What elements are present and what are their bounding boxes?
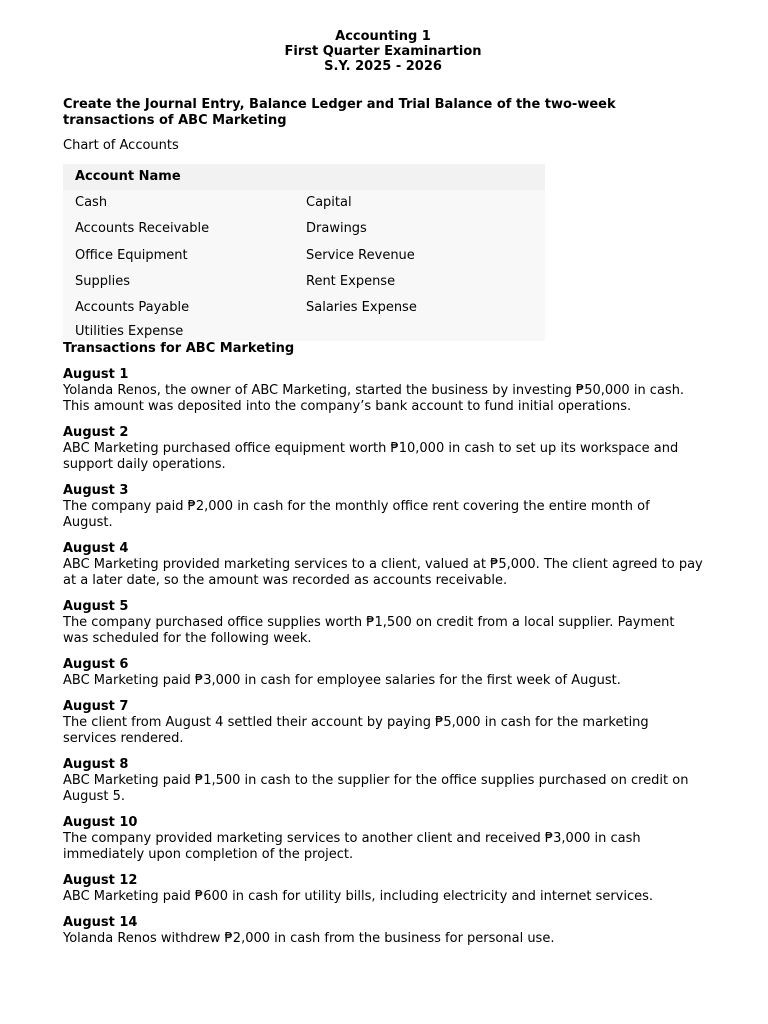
- transaction-description: The company paid ₱2,000 in cash for the monthly office rent covering the entire month of August.: [63, 499, 650, 531]
- table-row: [63, 190, 545, 216]
- transactions-title: Transactions for ABC Marketing: [63, 341, 295, 357]
- table-header: Account Name: [63, 164, 545, 190]
- transaction-date: August 8: [63, 757, 129, 773]
- table-row: [63, 295, 545, 321]
- transaction-description: ABC Marketing provided marketing services to a client, valued at ₱5,000. The client agreed to pay at a later date, so the amount was recorded as accounts receivable.: [63, 557, 703, 589]
- transaction-description: The client from August 4 settled their account by paying ₱5,000 in cash for the marketing services rendered.: [63, 715, 649, 747]
- account-cell: Capital: [306, 195, 352, 210]
- transaction-date: August 6: [63, 657, 129, 673]
- table-row: [63, 321, 545, 341]
- account-cell: Cash: [75, 195, 108, 210]
- transaction-date: August 3: [63, 483, 129, 499]
- account-cell: Supplies: [75, 273, 130, 289]
- transaction-entry: [63, 699, 703, 747]
- account-cell: Salaries Expense: [306, 300, 417, 316]
- transaction-description: ABC Marketing paid ₱3,000 in cash for employee salaries for the first week of August.: [63, 673, 621, 689]
- account-cell: Office Equipment: [75, 247, 188, 263]
- account-cell: Service Revenue: [306, 247, 415, 263]
- transaction-description: Yolanda Renos withdrew ₱2,000 in cash from the business for personal use.: [63, 931, 555, 947]
- account-cell: Drawings: [306, 221, 367, 237]
- transaction-entry: [63, 425, 703, 473]
- transaction-date: August 7: [63, 699, 129, 715]
- transaction-description: The company purchased office supplies worth ₱1,500 on credit from a local supplier. Payment was scheduled for the following week.: [63, 615, 675, 647]
- transaction-date: August 14: [63, 915, 138, 931]
- transaction-date: August 5: [63, 599, 129, 615]
- document-page: [63, 29, 703, 947]
- table-row: [63, 269, 545, 295]
- account-cell: Utilities Expense: [75, 324, 184, 340]
- chart-of-accounts-table: [63, 164, 545, 341]
- exam-title: First Quarter Examinartion: [284, 44, 482, 59]
- transaction-date: August 4: [63, 541, 129, 557]
- transaction-date: August 12: [63, 873, 138, 889]
- transaction-description: ABC Marketing paid ₱1,500 in cash to the supplier for the office supplies purchased on credit on August 5.: [63, 773, 689, 805]
- transaction-date: August 1: [63, 367, 129, 383]
- document-header: [63, 29, 703, 74]
- transaction-entry: [63, 483, 703, 531]
- chart-of-accounts-label: Chart of Accounts: [63, 138, 179, 153]
- transaction-description: ABC Marketing paid ₱600 in cash for utility bills, including electricity and internet services.: [63, 889, 654, 905]
- transaction-entry: [63, 873, 703, 905]
- transaction-entry: [63, 915, 703, 947]
- instruction-text: Create the Journal Entry, Balance Ledger and Trial Balance of the two-week transactions of ABC Marketing: [63, 97, 616, 128]
- transaction-entry: [63, 757, 703, 805]
- table-row: [63, 216, 545, 242]
- course-title: Accounting 1: [335, 29, 431, 44]
- account-cell: Accounts Payable: [75, 300, 190, 316]
- transaction-entry: [63, 599, 703, 647]
- transaction-date: August 10: [63, 815, 138, 831]
- transaction-description: Yolanda Renos, the owner of ABC Marketing, started the business by investing ₱50,000 in cash. This amount was deposited into the company’s bank account to fund initial operations.: [63, 383, 685, 415]
- table-row: [63, 243, 545, 269]
- account-cell: Accounts Receivable: [75, 221, 210, 237]
- account-cell: [306, 321, 545, 341]
- transaction-entry: [63, 815, 703, 863]
- transaction-entry: [63, 657, 703, 689]
- transaction-description: ABC Marketing purchased office equipment worth ₱10,000 in cash to set up its workspace and support daily operations.: [63, 441, 679, 473]
- school-year: S.Y. 2025 - 2026: [324, 59, 442, 74]
- transaction-entry: [63, 541, 703, 589]
- account-cell: Rent Expense: [306, 273, 396, 289]
- transaction-description: The company provided marketing services to another client and received ₱3,000 in cash immediately upon completion of the project.: [63, 831, 641, 863]
- transaction-date: August 2: [63, 425, 129, 441]
- transaction-entry: [63, 367, 703, 415]
